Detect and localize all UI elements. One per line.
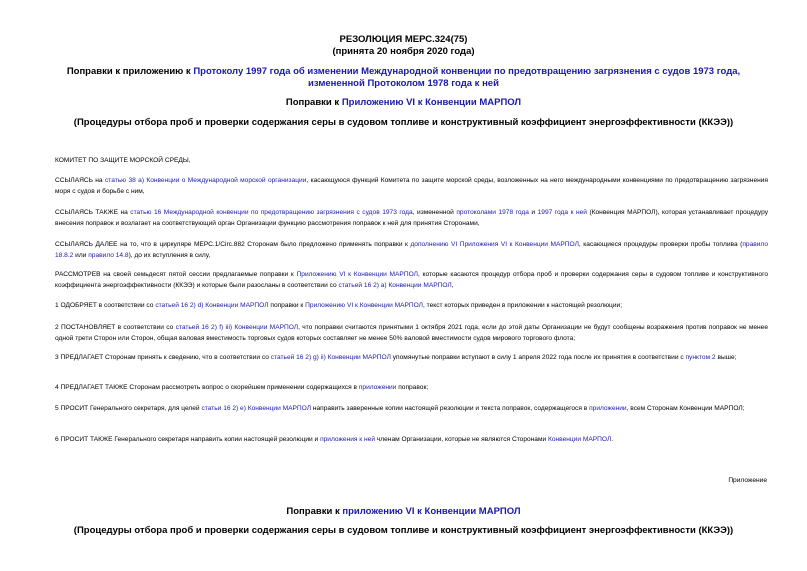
paragraph-text: (Конвенция МАРПОЛ), которая устанавливает процедуру внесения поправок и возлагает на соответствующий орган Организации функцию рассмотрения поправок к ней для принятия Сторонами,	[55, 209, 769, 227]
annex-link[interactable]: приложении	[358, 384, 397, 391]
appendix-amendments-heading	[0, 506, 807, 518]
procedures-heading: (Процедуры отбора проб и проверки содержания серы в судовом топливе и конструктивный коэффициент энергоэффективности (ККЭЭ))	[73, 117, 734, 128]
paragraph-text: поправок;	[396, 384, 429, 391]
amendments-heading	[50, 66, 757, 90]
paragraph-text: ССЫЛАЯСЬ на	[55, 177, 105, 184]
annex-vi-marpol-link[interactable]: Приложению VI к Конвенции МАРПОЛ	[305, 302, 423, 309]
paragraph-3-invites	[55, 352, 768, 363]
paragraph-text: 2 ПОСТАНОВЛЯЕТ в соответствии со	[55, 324, 176, 331]
annex-vi-heading	[0, 97, 807, 109]
paragraph-text: , текст которых приведен в приложении к настоящей резолюции;	[423, 302, 623, 309]
regulation-18-8-2-link[interactable]: правило 18.8.2	[55, 241, 769, 259]
paragraph-1-adopts	[55, 300, 768, 311]
protocol-1997-to-it-link[interactable]: 1997 года к ней	[537, 209, 587, 216]
paragraph-text: , касающуюся функций Комитета по защите морской среды, возложенных на него международными конвенциями по предотвращению загрязнения моря с судов и борьбе с ним,	[55, 177, 769, 195]
annex-vi-heading-prefix: Поправки к	[285, 97, 342, 108]
resolution-adoption-date: (принята 20 ноября 2020 года)	[332, 46, 475, 57]
paragraph-text: ,	[451, 282, 454, 289]
paragraph-text: членам Организации, которые не являются Сторонами	[375, 436, 549, 443]
paragraph-recalling-also	[55, 207, 768, 229]
paragraph-text: выше;	[715, 354, 737, 361]
marpol-article-16-link[interactable]: статью 16 Международной конвенции по предотвращению загрязнения с судов 1973 года	[130, 209, 413, 216]
paragraph-text: или	[73, 252, 89, 259]
paragraph-text: , касающиеся процедуры проверки пробы топлива (	[578, 241, 743, 248]
annex-vi-link[interactable]: Приложению VI к Конвенции МАРПОЛ	[341, 97, 522, 108]
paragraph-text: упомянутые поправки вступают в силу 1 апреля 2022 года после их принятия в соответствии с	[390, 354, 686, 361]
article-16-2-d-link[interactable]: статьей 16 2) d) Конвенции МАРПОЛ	[155, 302, 269, 309]
paragraph-4-invites-also	[55, 382, 768, 393]
protocol-1997-link[interactable]: Протоколу 1997 года об изменении Международной конвенции по предотвращению загрязнения с судов 1973 года, измененной Протоколом 1978 года к ней	[193, 66, 741, 89]
regulation-14-8-link[interactable]: правило 14.8	[88, 252, 129, 259]
paragraph-text: .	[611, 436, 614, 443]
appendix-heading-prefix: Поправки к	[286, 506, 343, 517]
paragraph-text: РАССМОТРЕВ на своей семьдесят пятой сессии предлагаемые поправки к	[55, 271, 297, 278]
annex-vi-marpol-link[interactable]: Приложению VI к Конвенции МАРПОЛ	[296, 271, 418, 278]
paragraph-text: ), до их вступления в силу,	[128, 252, 211, 259]
paragraph-text: КОМИТЕТ ПО ЗАЩИТЕ МОРСКОЙ СРЕДЫ,	[55, 157, 191, 164]
paragraph-text: ССЫЛАЯСЬ ДАЛЕЕ на то, что в циркуляре МЕРС.1/Circ.882 Сторонам было предложено применять поправки к	[55, 241, 411, 248]
article-16-2-f-iii-link[interactable]: статьей 16 2) f) iii) Конвенции МАРПОЛ	[175, 324, 299, 331]
paragraph-2-link[interactable]: пунктом 2	[685, 354, 716, 361]
paragraph-recalling	[55, 175, 768, 197]
appendix-vi-annex-vi-link[interactable]: дополнению VI Приложения VI к Конвенции МАРПОЛ	[410, 241, 579, 248]
paragraph-text: , измененной	[412, 209, 457, 216]
annex-link[interactable]: приложении	[589, 405, 627, 412]
paragraph-6-requests-also	[55, 434, 768, 445]
paragraph-text: 5 ПРОСИТ Генерального секретаря, для целей	[55, 405, 202, 412]
paragraph-text: 4 ПРЕДЛАГАЕТ ТАКЖЕ Сторонам рассмотреть вопрос о скорейшем применении содержащихся в	[55, 384, 359, 391]
paragraph-committee	[55, 155, 768, 166]
paragraph-having-considered	[55, 269, 768, 291]
paragraph-5-requests	[55, 403, 768, 414]
article-16-2-e-link[interactable]: статьи 16 2) е) Конвенции МАРПОЛ	[201, 405, 312, 412]
article-16-2-a-link[interactable]: статьей 16 2) а) Конвенции МАРПОЛ	[338, 282, 452, 289]
marpol-convention-link[interactable]: Конвенции МАРПОЛ	[548, 436, 612, 443]
paragraph-text: , которые касаются процедур отбора проб и проверки содержания серы в судовом топливе и конструктивного коэффициента энергоэффективности (ККЭЭ) и которые были разосланы в соответствии со	[55, 271, 768, 289]
appendix-label: Приложение	[728, 477, 767, 484]
paragraph-text: , всем Сторонам Конвенции МАРПОЛ;	[626, 405, 745, 412]
article-16-2-g-ii-link[interactable]: статьей 16 2) g) ii) Конвенции МАРПОЛ	[270, 354, 391, 361]
resolution-title: РЕЗОЛЮЦИЯ МЕРС.324(75)	[339, 34, 468, 45]
paragraph-text: поправки к	[268, 302, 306, 309]
appendix-procedures-heading: (Процедуры отбора проб и проверки содержания серы в судовом топливе и конструктивный коэффициент энергоэффективности (ККЭЭ))	[73, 525, 734, 536]
paragraph-text: ССЫЛАЯСЬ ТАКЖЕ на	[55, 209, 131, 216]
paragraph-2-determines	[55, 322, 768, 344]
appendix-annex-vi-link[interactable]: приложению VI к Конвенции МАРПОЛ	[342, 506, 521, 517]
paragraph-text: 3 ПРЕДЛАГАЕТ Сторонам принять к сведению, что в соответствии со	[55, 354, 271, 361]
paragraph-text: направить заверенные копии настоящей резолюции и текста поправок, содержащегося в	[311, 405, 590, 412]
annex-to-it-link[interactable]: приложения к ней	[320, 436, 376, 443]
paragraph-text: , что поправки считаются принятыми 1 октября 2021 года, если до этой даты Организации не будут сообщены возражения против поправок не менее одной трети Сторон или Сторон, общая валовая вместимость торговых судов которых составляет не менее 50% валовой вместимости судов мирового торгового флота;	[55, 324, 768, 342]
paragraph-text: и	[528, 209, 538, 216]
paragraph-text: 6 ПРОСИТ ТАКЖЕ Генерального секретаря направить копии настоящей резолюции и	[55, 436, 321, 443]
amendments-heading-prefix: Поправки к приложению к	[66, 66, 194, 77]
imo-convention-article-38-link[interactable]: статью 38 а) Конвенции о Международной морской организации	[104, 177, 307, 184]
paragraph-text: 1 ОДОБРЯЕТ в соответствии со	[55, 302, 156, 309]
protocols-1978-link[interactable]: протоколами 1978 года	[456, 209, 529, 216]
paragraph-recalling-further	[55, 239, 768, 261]
